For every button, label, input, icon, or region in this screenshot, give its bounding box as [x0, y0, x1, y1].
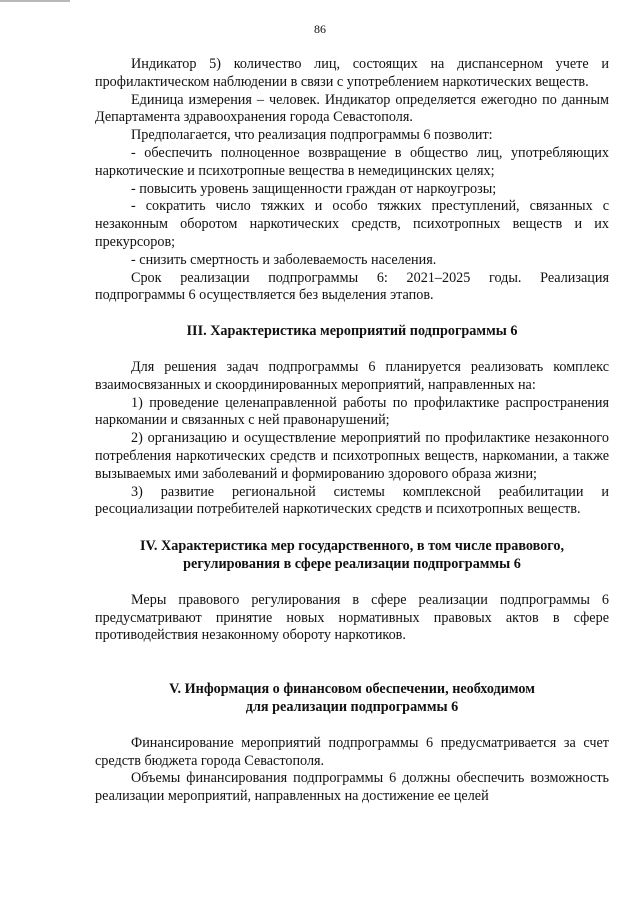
paragraph-indicator-5: Индикатор 5) количество лиц, состоящих на диспансерном учете и профилактическом наблюдении в связи с употреблением наркотических веществ.: [95, 56, 609, 90]
list-item-reduce-mortality: - снизить смертность и заболеваемость населения.: [131, 251, 437, 268]
section-5-heading-line-1: V. Информация о финансовом обеспечении, необходимом: [169, 681, 535, 698]
document-body: [95, 56, 609, 806]
page-number: 86: [314, 22, 326, 36]
section-3-item-2: 2) организацию и осуществление мероприятий по профилактике незаконного потребления наркотических средств и психотропных веществ, наркомании, а также вызываемых ими заболеваний и формированию здорового образа жизни;: [95, 430, 609, 482]
paragraph-implementation-period: Срок реализации подпрограммы 6: 2021–2025 годы. Реализация подпрограммы 6 осуществляется без выделения этапов.: [95, 269, 609, 304]
section-3-intro: Для решения задач подпрограммы 6 планируется реализовать комплекс взаимосвязанных и скоординированных мероприятий, направленных на:: [95, 358, 609, 393]
section-5-heading-line-2: для реализации подпрограммы 6: [245, 698, 459, 715]
section-5-paragraph-volumes: Объемы финансирования подпрограммы 6 должны обеспечить возможность реализации мероприятий, направленных на достижение ее целей: [95, 770, 609, 805]
section-4-heading-line-1: IV. Характеристика мер государственного, в том числе правового,: [139, 538, 565, 555]
section-3-heading: III. Характеристика мероприятий подпрограммы 6: [186, 323, 518, 340]
list-item-reduce-crimes: - сократить число тяжких и особо тяжких преступлений, связанных с незаконным оборотом наркотических средств, психотропных веществ и их прекурсоров;: [95, 198, 609, 250]
list-item-return-to-society: - обеспечить полноценное возвращение в общество лиц, употребляющих наркотические и психотропные вещества в немедицинских целях;: [95, 144, 609, 179]
paragraph-expected-results-intro: Предполагается, что реализация подпрограммы 6 позволит:: [131, 127, 493, 144]
paragraph-unit-of-measure: Единица измерения – человек. Индикатор определяется ежегодно по данным Департамента здравоохранения города Севастополя.: [95, 91, 609, 126]
list-item-protection-level: - повысить уровень защищенности граждан от наркоугрозы;: [131, 180, 497, 197]
section-3-item-3: 3) развитие региональной системы комплексной реабилитации и ресоциализации потребителей наркотических средств и психотропных веществ.: [95, 483, 609, 518]
section-4-heading-line-2: регулирования в сфере реализации подпрограммы 6: [183, 555, 521, 572]
section-4-paragraph: Меры правового регулирования в сфере реализации подпрограммы 6 предусматривают принятие новых нормативных правовых актов в сфере противодействия незаконному обороту наркотиков.: [95, 591, 609, 644]
section-3-item-1: 1) проведение целенаправленной работы по профилактике распространения наркомании и связанных с ней правонарушений;: [95, 394, 609, 429]
section-5-paragraph-funding: Финансирование мероприятий подпрограммы 6 предусматривается за счет средств бюджета города Севастополя.: [95, 734, 609, 769]
scan-edge-mark: [0, 0, 70, 2]
